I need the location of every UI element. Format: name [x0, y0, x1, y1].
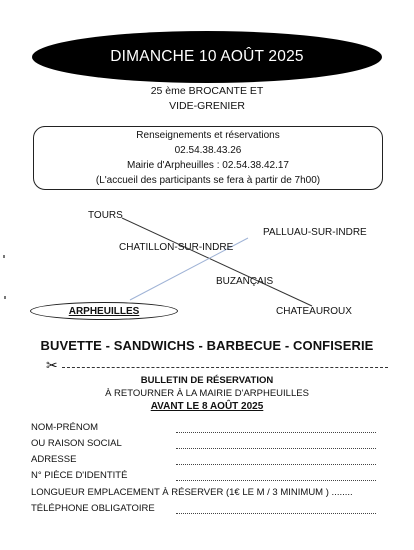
form-deadline: AVANT LE 8 AOÛT 2025 [150, 401, 264, 412]
arpheuilles-marker [30, 302, 178, 320]
info-welcome-note: (L'accueil des participants se fera à partir de 7h00) [95, 175, 321, 186]
field-line-raison[interactable] [176, 448, 376, 449]
services-banner: BUVETTE - SANDWICHS - BARBECUE - CONFISERIE [40, 338, 374, 353]
city-palluau: PALLUAU-SUR-INDRE [263, 227, 367, 238]
field-line-telephone[interactable] [176, 513, 376, 514]
info-phone: 02.54.38.43.26 [174, 145, 242, 156]
event-title-line2: VIDE-GRENIER [169, 100, 245, 112]
field-label-telephone: TÉLÉPHONE OBLIGATOIRE [31, 503, 155, 514]
field-label-raison: OU RAISON SOCIAL [31, 438, 122, 449]
info-heading: Renseignements et réservations [136, 130, 280, 141]
city-arpheuilles: ARPHEUILLES [68, 305, 140, 317]
field-line-piece[interactable] [176, 480, 376, 481]
form-title: BULLETIN DE RÉSERVATION [140, 375, 274, 386]
field-label-adresse: ADRESSE [31, 454, 77, 465]
scissors-icon: ✂ [46, 357, 58, 373]
scan-mark [4, 296, 6, 299]
city-chatillon: CHATILLON-SUR-INDRE [119, 242, 234, 253]
city-chateauroux: CHATEAUROUX [276, 306, 352, 317]
field-label-nom: NOM-PRÉNOM [31, 422, 99, 433]
scan-mark [3, 255, 5, 258]
city-buzancais: BUZANÇAIS [216, 276, 274, 287]
info-mairie-phone: Mairie d'Arpheuilles : 02.54.38.42.17 [126, 160, 289, 171]
field-label-piece: N° PIÈCE D'IDENTITÉ [31, 470, 128, 481]
cut-line [62, 367, 388, 368]
event-date: DIMANCHE 10 AOÛT 2025 [110, 48, 304, 65]
event-title-line1: 25 ème BROCANTE ET [150, 85, 264, 97]
field-line-adresse[interactable] [176, 464, 376, 465]
form-header [0, 374, 414, 413]
field-line-nom[interactable] [176, 432, 376, 433]
form-subtitle: À RETOURNER À LA MAIRIE D'ARPHEUILLES [105, 388, 309, 399]
field-label-longueur: LONGUEUR EMPLACEMENT À RÉSERVER (1€ LE M / 3 MINIMUM ) ........ [31, 487, 353, 498]
city-tours: TOURS [88, 210, 123, 221]
